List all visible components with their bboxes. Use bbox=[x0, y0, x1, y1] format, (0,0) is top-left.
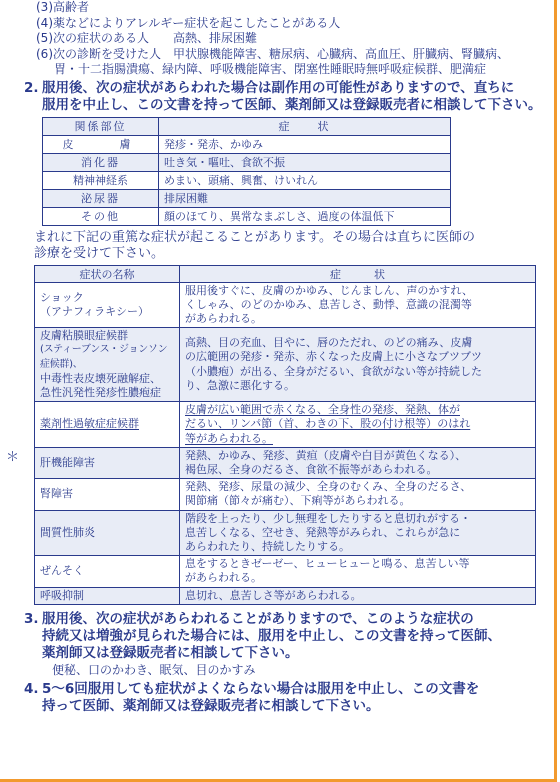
symptom-name-cell bbox=[35, 447, 180, 478]
symptom-line: り、急激に悪化する。 bbox=[185, 378, 295, 392]
table-row bbox=[35, 328, 536, 402]
serious-symptoms-intro bbox=[24, 230, 544, 262]
symptom-description-cell bbox=[180, 328, 536, 402]
section-text: 薬剤師又は登録販売者に相談して下さい。 bbox=[42, 644, 299, 661]
section-text: 5～6回服用しても症状がよくならない場合は服用を中止し、この文書を bbox=[42, 680, 480, 697]
symptom-line: 息をするときゼーゼー、ヒューヒューと鳴る、息苦しい等 bbox=[185, 557, 470, 571]
section-3-heading bbox=[24, 611, 544, 662]
table-row bbox=[35, 282, 536, 328]
section-number: 4. bbox=[24, 680, 39, 697]
list-item-continuation: 胃・十二指腸潰瘍、緑内障、呼吸機能障害、閉塞性睡眠時無呼吸症候群、肥満症 bbox=[54, 62, 487, 76]
symptom-line: 高熱、目の充血、目やに、唇のただれ、のどの痛み、皮膚 bbox=[185, 336, 473, 350]
table-cell-symptom: 吐き気・嘔吐、食欲不振 bbox=[159, 153, 451, 171]
symptom-name-cell bbox=[35, 587, 180, 604]
pre-cautions-list bbox=[24, 0, 544, 78]
document-body bbox=[6, 0, 544, 715]
table-row bbox=[35, 587, 536, 604]
symptom-name: 呼吸抑制 bbox=[40, 588, 84, 602]
table-row bbox=[35, 556, 536, 587]
section-text: 服用を中止し、この文書を持って医師、薬剤師又は登録販売者に相談して下さい。 bbox=[42, 96, 542, 113]
table-row bbox=[35, 447, 536, 478]
symptom-line: 息苦しくなる、空せき、発熱等がみられ、これらが急に bbox=[185, 525, 461, 539]
symptom-name: 急性汎発性発疹性膿疱症 bbox=[40, 385, 161, 399]
symptom-line: 発熱、かゆみ、発疹、黄疸（皮膚や白目が黄色くなる）、 bbox=[185, 448, 467, 462]
table-cell-part: 精神神経系 bbox=[43, 171, 159, 189]
symptom-description-cell bbox=[180, 447, 536, 478]
symptom-name-cell bbox=[35, 510, 180, 556]
symptom-line: 服用後すぐに、皮膚のかゆみ、じんましん、声のかすれ、 bbox=[185, 283, 473, 297]
table-cell-part: その他 bbox=[43, 207, 159, 225]
section-number: 2. bbox=[24, 79, 39, 96]
intro-text: まれに下記の重篤な症状が起こることがあります。その場合は直ちに医師の bbox=[34, 229, 475, 245]
symptom-line: （小膿疱）が出る、全身がだるい、食欲がない等が持続した bbox=[185, 364, 482, 378]
table-row bbox=[35, 479, 536, 510]
symptom-name-cell bbox=[35, 556, 180, 587]
serious-symptoms-table bbox=[34, 265, 536, 605]
list-item: (5)次の症状のある人 高熱、排尿困難 bbox=[36, 31, 257, 45]
table-cell-symptom: めまい、頭痛、興奮、けいれん bbox=[159, 171, 451, 189]
symptom-name-cell bbox=[35, 479, 180, 510]
symptom-line: 階段を上ったり、少し無理をしたりすると息切れがする・ bbox=[185, 511, 471, 525]
table-cell-part: 消化器 bbox=[43, 153, 159, 171]
section-text: 持って医師、薬剤師又は登録販売者に相談して下さい。 bbox=[42, 697, 380, 714]
symptom-line: 皮膚が広い範囲で赤くなる、全身性の発疹、発熱、体が bbox=[185, 403, 460, 417]
asterisk-mark: ＊ bbox=[6, 449, 20, 465]
table-header: 症 状 bbox=[159, 117, 451, 135]
list-item: (6)次の診断を受けた人 甲状腺機能障害、糖尿病、心臓病、高血圧、肝臓病、腎臓病、 bbox=[36, 46, 510, 61]
symptom-description-cell bbox=[180, 479, 536, 510]
symptom-name-cell bbox=[35, 282, 180, 328]
symptom-name: 肝機能障害 bbox=[40, 455, 95, 469]
table-header: 症 状 bbox=[180, 265, 536, 282]
symptom-description-cell bbox=[180, 587, 536, 604]
table-cell-symptom: 顔のほてり、異常なまぶしさ、過度の体温低下 bbox=[159, 207, 451, 225]
section-number: 3. bbox=[24, 610, 39, 627]
symptom-name: 薬剤性過敏症症候群 bbox=[40, 417, 139, 431]
symptom-name: 腎障害 bbox=[40, 487, 73, 501]
symptom-line: の広範囲の発疹・発赤、赤くなった皮膚上に小さなブツブツ bbox=[185, 350, 482, 364]
symptom-line: だるい、リンパ節（首、わきの下、股の付け根等）のはれ bbox=[185, 417, 471, 431]
symptom-name: (スティーブンス・ジョンソン症候群)、 bbox=[40, 344, 168, 370]
symptom-description-cell bbox=[180, 282, 536, 328]
symptom-name: ぜんそく bbox=[40, 564, 84, 578]
symptom-name: 間質性肺炎 bbox=[40, 525, 95, 539]
symptom-description-cell bbox=[180, 510, 536, 556]
symptom-name-cell bbox=[35, 402, 180, 448]
symptom-name: 皮膚粘膜眼症候群 bbox=[40, 329, 128, 343]
list-item: (4)薬などによりアレルギー症状を起こしたことがある人 bbox=[36, 15, 341, 30]
mild-symptoms: 便秘、口のかわき、眠気、目のかすみ bbox=[52, 662, 256, 677]
table-cell-part: 皮 膚 bbox=[43, 135, 159, 153]
symptom-name: 中毒性表皮壊死融解症、 bbox=[40, 371, 161, 385]
table-cell-symptom: 排尿困難 bbox=[159, 189, 451, 207]
symptom-line: 褐色尿、全身のだるさ、食欲不振等があらわれる。 bbox=[185, 462, 438, 476]
section-text: 服用後、次の症状があらわれることがありますので、このような症状の bbox=[42, 610, 474, 627]
intro-text: 診療を受けて下さい。 bbox=[34, 245, 165, 261]
section-2-heading bbox=[24, 80, 544, 114]
symptom-line: 息切れ、息苦しさ等があらわれる。 bbox=[185, 588, 362, 602]
list-item: (3)高齢者 bbox=[36, 0, 89, 14]
side-effects-table bbox=[42, 117, 451, 226]
table-row bbox=[35, 402, 536, 448]
symptom-line: あらわれたり、持続したりする。 bbox=[185, 539, 350, 553]
symptom-line: くしゃみ、のどのかゆみ、息苦しさ、動悸、意識の混濁等 bbox=[185, 297, 472, 311]
symptom-description-cell bbox=[180, 402, 536, 448]
symptom-line: 関節痛（節々が痛む）、下痢等があらわれる。 bbox=[185, 494, 411, 508]
section-4-heading bbox=[24, 681, 544, 715]
symptom-line: 発熱、発疹、尿量の減少、全身のむくみ、全身のだるさ、 bbox=[185, 480, 472, 494]
symptom-line: があらわれる。 bbox=[185, 311, 262, 325]
symptom-line: 等があらわれる。 bbox=[185, 431, 273, 445]
table-cell-symptom: 発疹・発赤、かゆみ bbox=[159, 135, 451, 153]
table-row bbox=[35, 510, 536, 556]
section-text: 持続又は増強が見られた場合には、服用を中止し、この文書を持って医師、 bbox=[42, 627, 501, 644]
table-header: 関係部位 bbox=[43, 117, 159, 135]
symptom-name: （アナフィラキシー） bbox=[40, 304, 150, 318]
table-header: 症状の名称 bbox=[35, 265, 180, 282]
symptom-name-cell bbox=[35, 328, 180, 402]
table-cell-part: 泌尿器 bbox=[43, 189, 159, 207]
symptom-name: ショック bbox=[40, 290, 84, 304]
symptom-description-cell bbox=[180, 556, 536, 587]
section-text: 服用後、次の症状があらわれた場合は副作用の可能性がありますので、直ちに bbox=[42, 79, 515, 96]
symptom-line: があらわれる。 bbox=[185, 571, 262, 585]
